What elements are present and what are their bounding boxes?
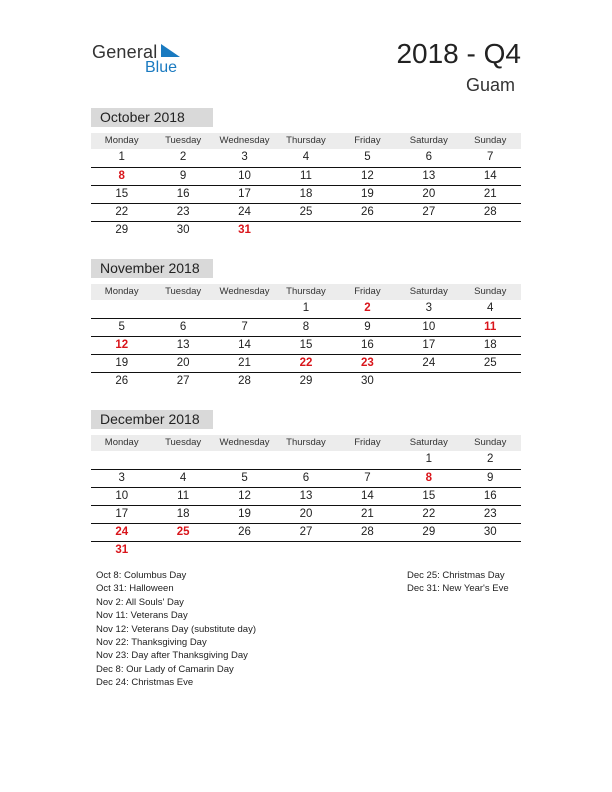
day-cell: 18 <box>299 188 313 200</box>
day-cell: 24 <box>422 357 436 369</box>
weekday-label: Friday <box>354 135 381 146</box>
week-row <box>91 355 521 373</box>
day-cell: 18 <box>176 508 190 520</box>
day-cell: 29 <box>422 526 436 538</box>
day-cell: 22 <box>422 508 436 520</box>
day-cell: 4 <box>302 151 310 163</box>
logo-general-text: General <box>92 42 158 62</box>
day-cell: 1 <box>425 453 433 465</box>
day-cell: 21 <box>238 357 251 369</box>
day-cell <box>91 300 152 318</box>
logo-flag-icon <box>161 44 181 58</box>
day-cell: 10 <box>238 170 251 182</box>
day-cell: 17 <box>238 188 251 200</box>
day-cell: 23 <box>483 508 497 520</box>
holiday-date: 31 <box>238 224 251 236</box>
day-cell <box>275 542 336 559</box>
week-row <box>91 168 521 186</box>
day-cell: 1 <box>302 302 310 314</box>
day-cell: 27 <box>422 206 436 218</box>
day-cell: 13 <box>422 170 436 182</box>
day-cell: 22 <box>115 206 129 218</box>
day-cell: 20 <box>176 357 190 369</box>
weekday-label: Tuesday <box>165 286 202 297</box>
day-cell: 14 <box>483 170 497 182</box>
day-cell: 7 <box>487 151 494 163</box>
day-cell: 6 <box>425 151 433 163</box>
day-cell: 30 <box>176 224 190 236</box>
weekday-label: Saturday <box>409 286 448 297</box>
weekday-label: Wednesday <box>219 286 270 297</box>
week-row <box>91 524 521 542</box>
day-cell <box>152 451 213 469</box>
month-calendar <box>91 410 521 559</box>
day-cell: 2 <box>487 453 494 465</box>
holiday-date: 22 <box>299 357 313 369</box>
day-cell: 28 <box>238 375 251 387</box>
week-row <box>91 300 521 319</box>
day-cell: 30 <box>361 375 374 387</box>
day-cell <box>337 222 398 239</box>
day-cell: 7 <box>364 472 371 484</box>
day-cell: 18 <box>483 339 497 351</box>
month-title: October 2018 <box>91 108 213 127</box>
day-cell: 29 <box>115 224 129 236</box>
month-title: November 2018 <box>91 259 213 278</box>
holiday-date: 23 <box>361 357 374 369</box>
holiday-note: Nov 23: Day after Thanksgiving Day <box>96 650 248 662</box>
day-cell: 15 <box>115 188 129 200</box>
day-cell: 21 <box>361 508 374 520</box>
holiday-note: Nov 12: Veterans Day (substitute day) <box>96 623 256 635</box>
day-cell: 9 <box>179 170 187 182</box>
holiday-notes-left <box>96 569 256 690</box>
month-calendar <box>91 108 521 239</box>
day-cell: 7 <box>241 321 248 333</box>
day-cell <box>275 451 336 469</box>
week-row <box>91 149 521 168</box>
day-cell: 12 <box>238 490 251 502</box>
day-cell <box>152 300 213 318</box>
logo-blue-text: Blue <box>145 59 178 76</box>
weekday-label: Saturday <box>409 135 448 146</box>
day-cell <box>214 542 275 559</box>
weekday-label: Friday <box>354 286 381 297</box>
day-cell: 19 <box>238 508 251 520</box>
day-cell <box>398 373 459 390</box>
weekday-label: Thursday <box>286 437 326 448</box>
holiday-note: Dec 25: Christmas Day <box>407 570 505 581</box>
day-cell: 26 <box>238 526 251 538</box>
day-cell: 4 <box>179 472 187 484</box>
weekday-header-row <box>91 133 521 149</box>
holiday-note: Dec 8: Our Lady of Camarin Day <box>96 663 234 675</box>
holiday-date: 11 <box>484 321 497 333</box>
week-row <box>91 470 521 488</box>
day-cell: 25 <box>299 206 313 218</box>
page-subtitle: Guam <box>465 75 515 95</box>
day-cell: 16 <box>483 490 497 502</box>
day-cell: 17 <box>422 339 436 351</box>
weekday-label: Thursday <box>286 135 326 146</box>
holiday-note: Oct 31: Halloween <box>96 583 174 595</box>
week-row <box>91 319 521 337</box>
weekday-label: Monday <box>104 135 139 146</box>
week-row <box>91 488 521 506</box>
holiday-date: 8 <box>425 472 433 484</box>
week-row <box>91 451 521 470</box>
weekday-label: Sunday <box>474 437 507 448</box>
holiday-date: 2 <box>364 302 371 314</box>
day-cell: 13 <box>299 490 313 502</box>
holiday-date: 31 <box>115 544 129 556</box>
day-cell: 29 <box>299 375 313 387</box>
holiday-notes-right <box>407 569 509 596</box>
weekday-header-row <box>91 284 521 300</box>
week-row <box>91 506 521 524</box>
weekday-label: Monday <box>104 437 139 448</box>
day-cell: 27 <box>176 375 190 387</box>
day-cell: 25 <box>483 357 497 369</box>
weekday-label: Sunday <box>474 286 507 297</box>
day-cell: 10 <box>115 490 129 502</box>
day-cell: 16 <box>361 339 374 351</box>
day-cell: 16 <box>176 188 190 200</box>
page-title: 2018 - Q4 <box>396 38 521 69</box>
day-cell: 2 <box>179 151 187 163</box>
weekday-label: Monday <box>104 286 139 297</box>
day-cell: 20 <box>422 188 436 200</box>
day-cell <box>91 451 152 469</box>
holiday-date: 24 <box>115 526 129 538</box>
day-cell: 10 <box>422 321 436 333</box>
weekday-header-row <box>91 435 521 451</box>
week-row <box>91 186 521 204</box>
month-calendar <box>91 259 521 390</box>
day-cell: 6 <box>302 472 310 484</box>
weekday-label: Sunday <box>474 135 507 146</box>
day-cell: 12 <box>361 170 374 182</box>
day-cell: 1 <box>118 151 125 163</box>
week-row <box>91 373 521 390</box>
day-cell: 27 <box>299 526 313 538</box>
day-cell <box>275 222 336 239</box>
day-cell: 3 <box>241 151 248 163</box>
logo <box>92 40 192 80</box>
week-row <box>91 542 521 559</box>
day-cell: 9 <box>487 472 494 484</box>
week-row <box>91 204 521 222</box>
day-cell: 11 <box>300 170 312 182</box>
day-cell <box>460 373 521 390</box>
day-cell: 6 <box>179 321 187 333</box>
day-cell: 15 <box>422 490 436 502</box>
week-row <box>91 337 521 355</box>
day-cell: 3 <box>425 302 433 314</box>
day-cell: 20 <box>299 508 313 520</box>
weekday-label: Wednesday <box>219 135 270 146</box>
holiday-date: 25 <box>176 526 190 538</box>
day-cell <box>337 542 398 559</box>
day-cell: 24 <box>238 206 251 218</box>
holiday-note: Nov 11: Veterans Day <box>96 610 188 622</box>
week-row <box>91 222 521 239</box>
day-cell: 21 <box>483 188 497 200</box>
holiday-note: Nov 2: All Souls' Day <box>96 596 184 608</box>
weekday-label: Tuesday <box>165 135 202 146</box>
day-cell: 17 <box>115 508 129 520</box>
day-cell <box>398 222 459 239</box>
weekday-label: Wednesday <box>219 437 270 448</box>
day-cell: 28 <box>361 526 374 538</box>
day-cell: 23 <box>176 206 190 218</box>
holiday-note: Dec 31: New Year's Eve <box>407 583 509 595</box>
day-cell: 9 <box>364 321 371 333</box>
holiday-note: Oct 8: Columbus Day <box>96 570 187 581</box>
day-cell: 11 <box>177 490 190 502</box>
day-cell: 5 <box>118 321 125 333</box>
day-cell <box>398 542 459 559</box>
day-cell: 14 <box>361 490 374 502</box>
weekday-label: Tuesday <box>165 437 202 448</box>
day-cell: 8 <box>302 321 310 333</box>
day-cell: 19 <box>361 188 374 200</box>
day-cell: 3 <box>118 472 125 484</box>
holiday-date: 12 <box>115 339 129 351</box>
weekday-label: Friday <box>354 437 381 448</box>
day-cell <box>214 300 275 318</box>
day-cell: 14 <box>238 339 251 351</box>
day-cell: 26 <box>115 375 129 387</box>
day-cell: 13 <box>176 339 190 351</box>
day-cell <box>152 542 213 559</box>
weekday-label: Saturday <box>409 437 448 448</box>
day-cell: 5 <box>364 151 371 163</box>
day-cell <box>460 222 521 239</box>
day-cell: 19 <box>115 357 129 369</box>
holiday-date: 8 <box>118 170 125 182</box>
holiday-note: Nov 22: Thanksgiving Day <box>96 637 207 649</box>
day-cell: 5 <box>241 472 248 484</box>
day-cell <box>460 542 521 559</box>
day-cell: 15 <box>299 339 313 351</box>
day-cell <box>337 451 398 469</box>
day-cell: 4 <box>487 302 494 314</box>
holiday-note: Dec 24: Christmas Eve <box>96 677 194 689</box>
day-cell: 28 <box>483 206 497 218</box>
day-cell: 26 <box>361 206 374 218</box>
day-cell <box>214 451 275 469</box>
weekday-label: Thursday <box>286 286 326 297</box>
month-title: December 2018 <box>91 410 213 429</box>
day-cell: 30 <box>483 526 497 538</box>
